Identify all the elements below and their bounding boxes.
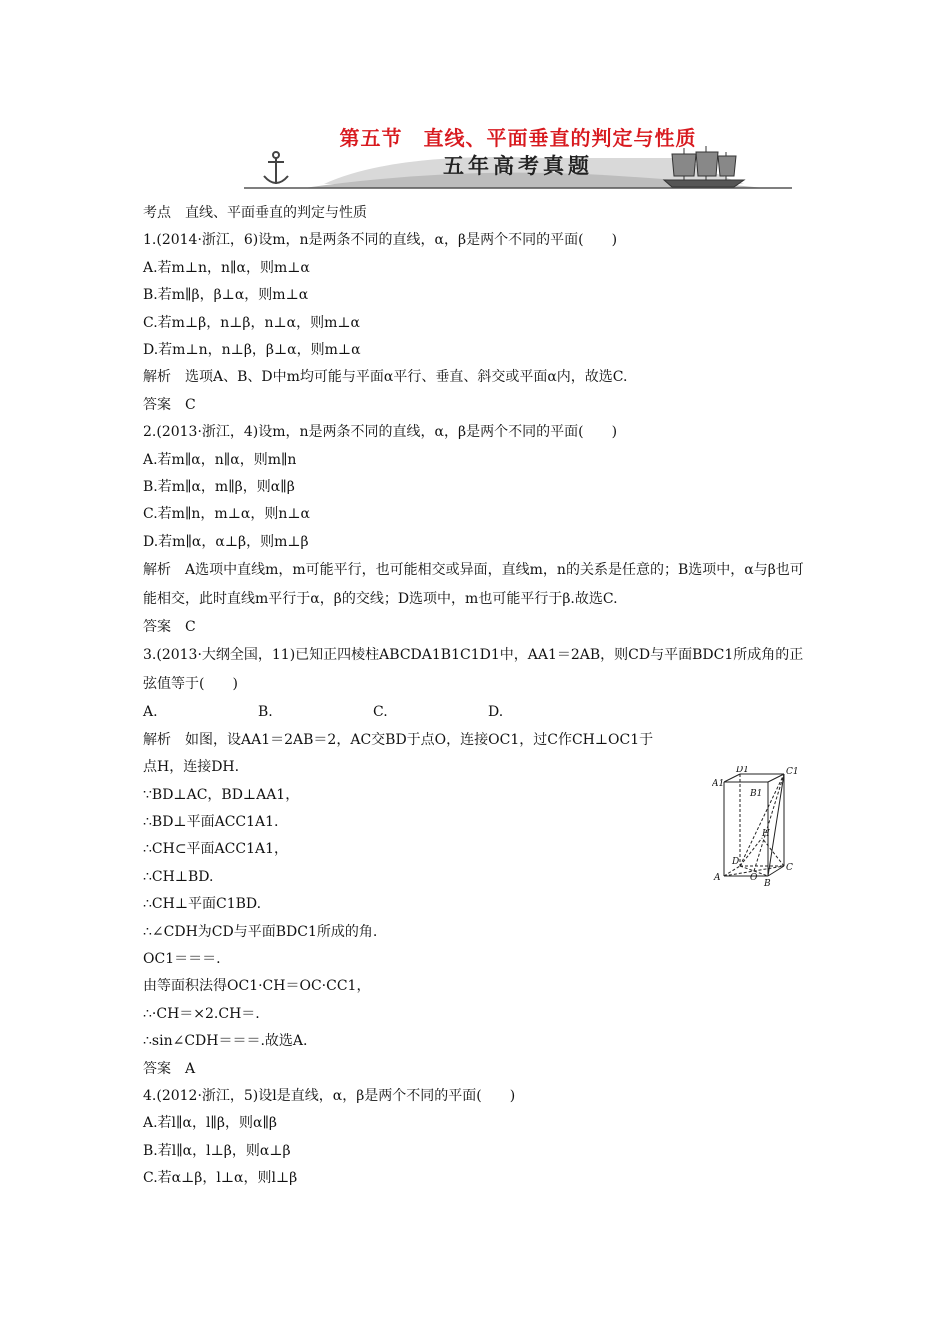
- section-subtitle: 五年高考真题: [443, 154, 593, 178]
- q3-analysis-line: 点H，连接DH.: [143, 759, 240, 776]
- q3-analysis-line: OC1＝＝＝.: [143, 950, 221, 967]
- q2-option-c: C.若m∥n，m⊥α，则n⊥α: [143, 506, 310, 523]
- q4-option-b: B.若l∥α，l⊥β，则α⊥β: [143, 1142, 291, 1159]
- q3-analysis-line: ∴sin∠CDH＝＝＝.故选A.: [143, 1033, 308, 1050]
- q3-analysis-line: ∴∠CDH为CD与平面BDC1所成的角.: [143, 923, 378, 940]
- chapter-banner: [244, 118, 792, 192]
- q2-analysis: 解析 A选项中直线m，m可能平行，也可能相交或异面，直线m，n的关系是任意的；B选项中，α与β也可能相交，此时直线m平行于α，β的交线；D选项中，m也可能平行于β.故选C.: [143, 562, 804, 608]
- q3-option-d: D.: [488, 704, 504, 721]
- section-title: 第五节 直线、平面垂直的判定与性质: [339, 126, 697, 150]
- figure-label: H: [762, 829, 770, 839]
- q3-analysis-line: ∴CH⊥平面C1BD.: [143, 896, 262, 913]
- q4-option-a: A.若l∥α，l∥β，则α∥β: [143, 1115, 278, 1132]
- q3-options: [143, 699, 813, 726]
- q3-option-b: B.: [258, 704, 273, 721]
- document-body: [143, 200, 813, 1193]
- figure-label: O: [750, 873, 758, 883]
- figure-label: C1: [786, 767, 799, 777]
- q1-option-b: B.若m∥β，β⊥α，则m⊥α: [143, 287, 309, 304]
- q4-option-c: C.若α⊥β，l⊥α，则l⊥β: [143, 1170, 298, 1187]
- q2-option-d: D.若m∥α，α⊥β，则m⊥β: [143, 533, 309, 550]
- q2-stem: 2.(2013·浙江，4)设m，n是两条不同的直线，α，β是两个不同的平面( ): [143, 424, 618, 441]
- q3-analysis-line: ∴CH⊥BD.: [143, 868, 214, 885]
- q3-analysis-line: ∵BD⊥AC，BD⊥AA1，: [143, 786, 300, 803]
- figure-label: A1: [712, 779, 725, 789]
- q3-stem: 3.(2013·大纲全国，11)已知正四棱柱ABCDA1B1C1D1中，AA1＝2AB，则CD与平面BDC1所成角的正弦值等于( ): [143, 647, 804, 693]
- figure-label: A: [714, 873, 721, 883]
- figure-label: B1: [750, 789, 763, 799]
- q1-option-c: C.若m⊥β，n⊥β，n⊥α，则m⊥α: [143, 314, 361, 331]
- q3-analysis-line: ∴CH⊂平面ACC1A1，: [143, 841, 289, 858]
- figure-label: D: [732, 857, 740, 867]
- q3-option-a: A.: [143, 704, 158, 721]
- q3-analysis-line: ∴·CH＝×2.CH＝.: [143, 1005, 260, 1022]
- q1-option-a: A.若m⊥n，n∥α，则m⊥α: [143, 259, 310, 276]
- q3-option-c: C.: [373, 704, 388, 721]
- q2-answer: 答案 C: [143, 619, 196, 636]
- q1-answer: 答案 C: [143, 396, 196, 413]
- q1-analysis: 解析 选项A、B、D中m均可能与平面α平行、垂直、斜交或平面α内，故选C.: [143, 369, 628, 386]
- q2-option-b: B.若m∥α，m∥β，则α∥β: [143, 478, 295, 495]
- q3-answer: 答案 A: [143, 1060, 196, 1077]
- figure-label: C: [786, 863, 793, 873]
- q1-stem: 1.(2014·浙江，6)设m，n是两条不同的直线，α，β是两个不同的平面( ): [143, 232, 618, 249]
- q3-analysis-line: 解析 如图，设AA1＝2AB＝2，AC交BD于点O，连接OC1，过C作CH⊥OC1于: [143, 731, 654, 748]
- q1-option-d: D.若m⊥n，n⊥β，β⊥α，则m⊥α: [143, 341, 361, 358]
- figure-label: B: [764, 879, 771, 888]
- q3-analysis-line: 由等面积法得OC1·CH＝OC·CC1，: [143, 978, 371, 995]
- topic-heading: 考点 直线、平面垂直的判定与性质: [143, 205, 367, 221]
- figure-label: D1: [736, 766, 749, 775]
- q4-stem: 4.(2012·浙江，5)设l是直线，α，β是两个不同的平面( ): [143, 1087, 516, 1104]
- q3-analysis-line: ∴BD⊥平面ACC1A1.: [143, 814, 279, 831]
- prism-figure: [712, 766, 800, 888]
- q2-option-a: A.若m∥α，n∥α，则m∥n: [143, 451, 297, 468]
